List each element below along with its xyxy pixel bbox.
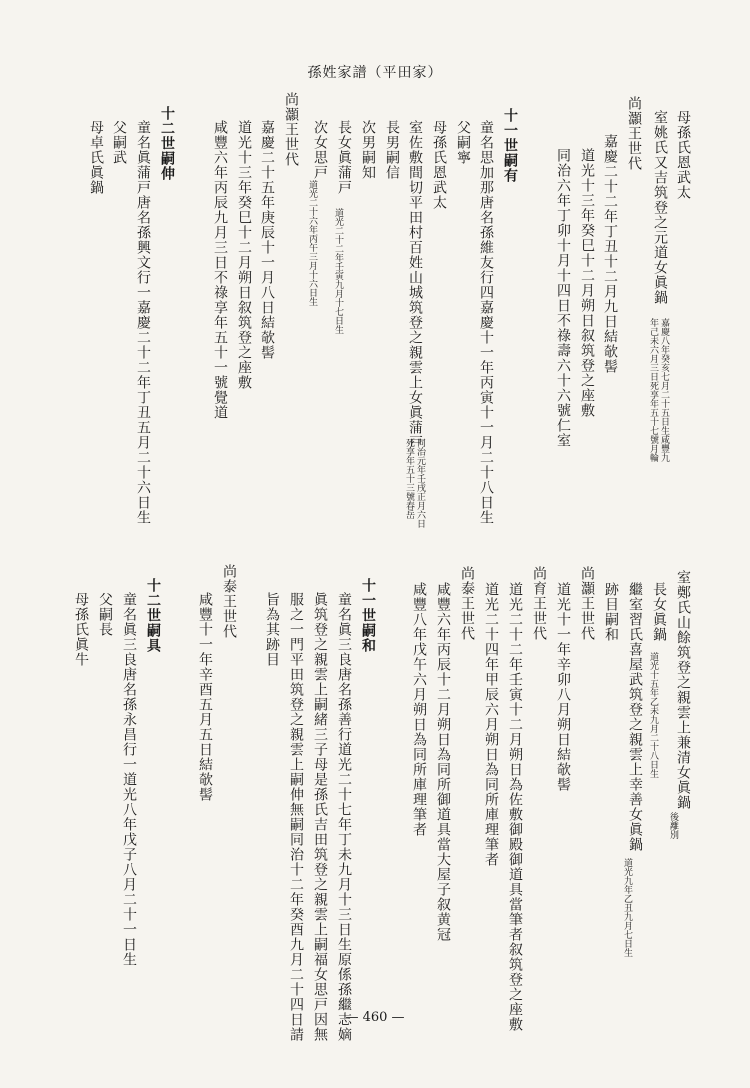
text-column: 道光二十四年甲辰六月朔日為同所庫理筆者 [483, 582, 499, 867]
text-column: 同治六年丁卯十月十四日不祿壽六十六號仁室 [555, 148, 571, 448]
generation-heading: 十一世嗣和 [360, 578, 376, 653]
text-column: 嘉慶二十五年庚辰十一月八日結欹髻 [259, 120, 275, 360]
text-column: 父嗣武 [111, 120, 127, 165]
text-column: 父嗣長 [97, 592, 113, 637]
reign-heading: 尚泰王世代 [221, 564, 237, 639]
annotation-note: 道光二十二年壬寅九月十七日生 [333, 208, 343, 334]
text-column: 咸豐六年丙辰十二月朔日為同所御道具當大屋子叙黄冠 [435, 582, 451, 942]
text-column: 母孫氏恩武太 [431, 120, 447, 210]
reign-heading: 尚灝王世代 [283, 92, 299, 167]
text-column: 長男嗣信 [384, 120, 400, 180]
text-column: 道光十一年辛卯八月朔日結欹髻 [555, 582, 571, 792]
reign-heading: 尚泰王世代 [459, 566, 475, 641]
text-column: 父嗣寧 [455, 120, 471, 165]
annotation-note: 死享年五十三號春岳 [404, 438, 414, 519]
text-column: 道光二十二年壬寅十二月朔日為佐敷御殿御道具當筆者叙筑登之座敷 [507, 582, 523, 1032]
text-column: 童名思加那唐名孫維友行四嘉慶十一年丙寅十一月二十八日生 [478, 120, 494, 525]
text-column: 童名眞三良唐名孫永昌行一道光八年戊子八月二十一日生 [121, 592, 137, 967]
text-column: 道光十三年癸巳十二月朔日叙筑登之座敷 [236, 120, 252, 390]
text-column: 旨為其跡目 [264, 592, 280, 667]
annotation-note: 同治元年壬戌正月六日 [415, 438, 425, 528]
annotation-note: 道光九年乙丑九月七日生 [622, 858, 632, 957]
reign-heading: 尚灝王世代 [626, 96, 642, 171]
text-column: 室鄭氏山餘筑登之親雲上兼清女眞鍋 [675, 570, 691, 810]
text-column: 次男嗣知 [360, 120, 376, 180]
annotation-note: 道光十五年乙未九月二十八日生 [648, 652, 658, 778]
generation-heading: 十二世嗣伸 [159, 106, 175, 181]
text-column: 咸豐八年戊午六月朔日為同所庫理筆者 [411, 582, 427, 837]
text-column: 次女思戸 [312, 120, 328, 180]
text-column: 嘉慶二十二年丁丑十二月九日結欹髻 [602, 134, 618, 374]
annotation-note: 道光二十六年丙午三月十六日生 [307, 180, 317, 306]
text-column: 長女眞蒲戸 [336, 120, 352, 195]
generation-heading: 十二世嗣具 [145, 578, 161, 653]
text-column: 咸豐六年丙辰九月三日不祿享年五十一號覺道 [212, 120, 228, 420]
text-column: 室姚氏又吉筑登之元道女眞鍋 [652, 110, 668, 305]
annotation-note: 後離別 [668, 812, 678, 839]
annotation-note: 嘉慶八年癸亥七月二十五日生咸豐九 [659, 318, 669, 462]
text-column: 母孫氏恩武太 [675, 110, 691, 200]
text-column: 母卓氏眞鍋 [88, 120, 104, 195]
text-column: 長女眞鍋 [651, 582, 667, 642]
annotation-note: 年己未六月三日死享年五十七號月輪 [648, 318, 658, 462]
text-column: 室佐敷間切平田村百姓山城筑登之親雲上女眞蒲戸 [407, 120, 423, 450]
page-header: 孫姓家譜（平田家） [307, 65, 443, 81]
text-column: 繼室習氏喜屋武筑登之親雲上幸善女眞鍋 [627, 582, 643, 852]
reign-heading: 尚育王世代 [531, 566, 547, 641]
text-column: 跡目嗣和 [603, 582, 619, 642]
text-column: 道光十三年癸巳十二月朔日叙筑登之座敷 [579, 148, 595, 418]
page-number: — 460 — [345, 1010, 405, 1025]
text-column: 咸豐十一年辛酉五月五日結欹髻 [197, 592, 213, 802]
text-column: 眞筑登之親雲上嗣緒三子母是孫氏吉田筑登之親雲上嗣福女思戸因無 [312, 592, 328, 1042]
generation-heading: 十一世嗣有 [502, 108, 518, 183]
text-column: 童名眞三良唐名孫善行道光二十七年丁未九月十三日生原係孫繼志嫡 [336, 592, 352, 1042]
text-column: 服之一門平田筑登之親雲上嗣伸無嗣同治十二年癸酉九月二十四日請 [288, 592, 304, 1042]
text-column: 母孫氏眞牛 [73, 592, 89, 667]
reign-heading: 尚灝王世代 [579, 566, 595, 641]
text-column: 童名眞蒲戸唐名孫興文行一嘉慶二十二年丁丑五月二十六日生 [135, 120, 151, 525]
